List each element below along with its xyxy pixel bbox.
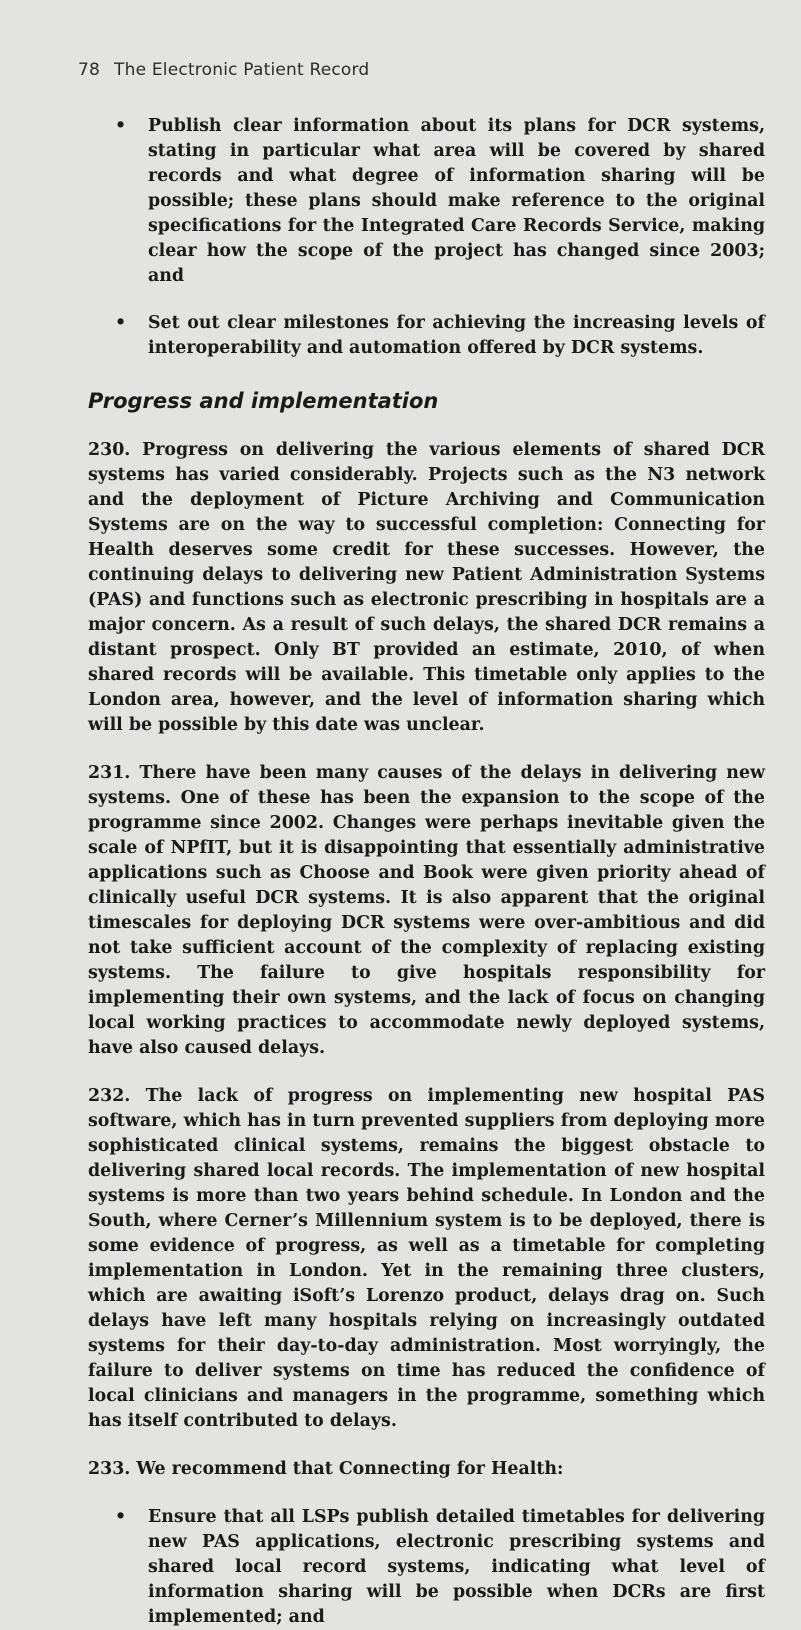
bullet-text: Ensure that all LSPs publish detailed timetables for delivering new PAS applications, electronic prescribing systems and shared local record systems, indicating what level of information sharing will be possible when DCRs are first implemented; and [148,1507,765,1627]
publication-title: The Electronic Patient Record [114,60,370,80]
section-heading: Progress and implementation [88,389,439,413]
bullet-icon: • [115,313,127,333]
bullet-icon: • [115,1507,127,1527]
intro-bullet-list [88,114,765,361]
paragraph-232: 232. The lack of progress on implementing new hospital PAS software, which has in turn prevented suppliers from deploying more sophisticated clinical systems, remains the biggest obstacle to delivering shared local records. The implementation of new hospital systems is more than two years behind schedule. In London and the South, where Cerner’s Millennium system is to be deployed, there is some evidence of progress, as well as a timetable for completing implementation in London. Yet in the remaining three clusters, which are awaiting iSoft’s Lorenzo product, delays drag on. Such delays have left many hospitals relying on increasingly outdated systems for their day-to-day administration. Most worryingly, the failure to deliver systems on time has reduced the confidence of local clinicians and managers in the programme, something which has itself contributed to delays. [88,1086,765,1431]
bullet-text: Publish clear information about its plans for DCR systems, stating in particular what area will be covered by shared records and what degree of information sharing will be possible; these plans should make reference to the original specifications for the Integrated Care Records Service, making clear how the scope of the project has changed since 2003; and [148,116,765,286]
list-item [88,114,765,289]
paragraph-231: 231. There have been many causes of the delays in delivering new systems. One of these has been the expansion to the scope of the programme since 2002. Changes were perhaps inevitable given the scale of NPfIT, but it is disappointing that essentially administrative applications such as Choose and Book were given priority ahead of clinically useful DCR systems. It is also apparent that the original timescales for deploying DCR systems were over-ambitious and did not take sufficient account of the complexity of replacing existing systems. The failure to give hospitals responsibility for implementing their own systems, and the lack of focus on changing local working practices to accommodate newly deployed systems, have also caused delays. [88,763,765,1058]
bullet-icon: • [115,116,127,136]
page-number: 78 [78,60,101,80]
paragraph-230: 230. Progress on delivering the various elements of shared DCR systems has varied considerably. Projects such as the N3 network and the deployment of Picture Archiving and Communication Systems are on the way to successful completion: Connecting for Health deserves some credit for these successes. However, the continuing delays to delivering new Patient Administration Systems (PAS) and functions such as electronic prescribing in hospitals are a major concern. As a result of such delays, the shared DCR remains a distant prospect. Only BT provided an estimate, 2010, of when shared records will be available. This timetable only applies to the London area, however, and the level of information sharing which will be possible by this date was unclear. [88,440,765,735]
running-header [78,60,765,80]
paragraph-233: 233. We recommend that Connecting for Health: [88,1459,564,1479]
bullet-text: Set out clear milestones for achieving the increasing levels of interoperability and automation offered by DCR systems. [148,313,765,358]
recommendation-bullet-list [88,1505,765,1630]
list-item [88,1505,765,1630]
list-item [88,311,765,361]
